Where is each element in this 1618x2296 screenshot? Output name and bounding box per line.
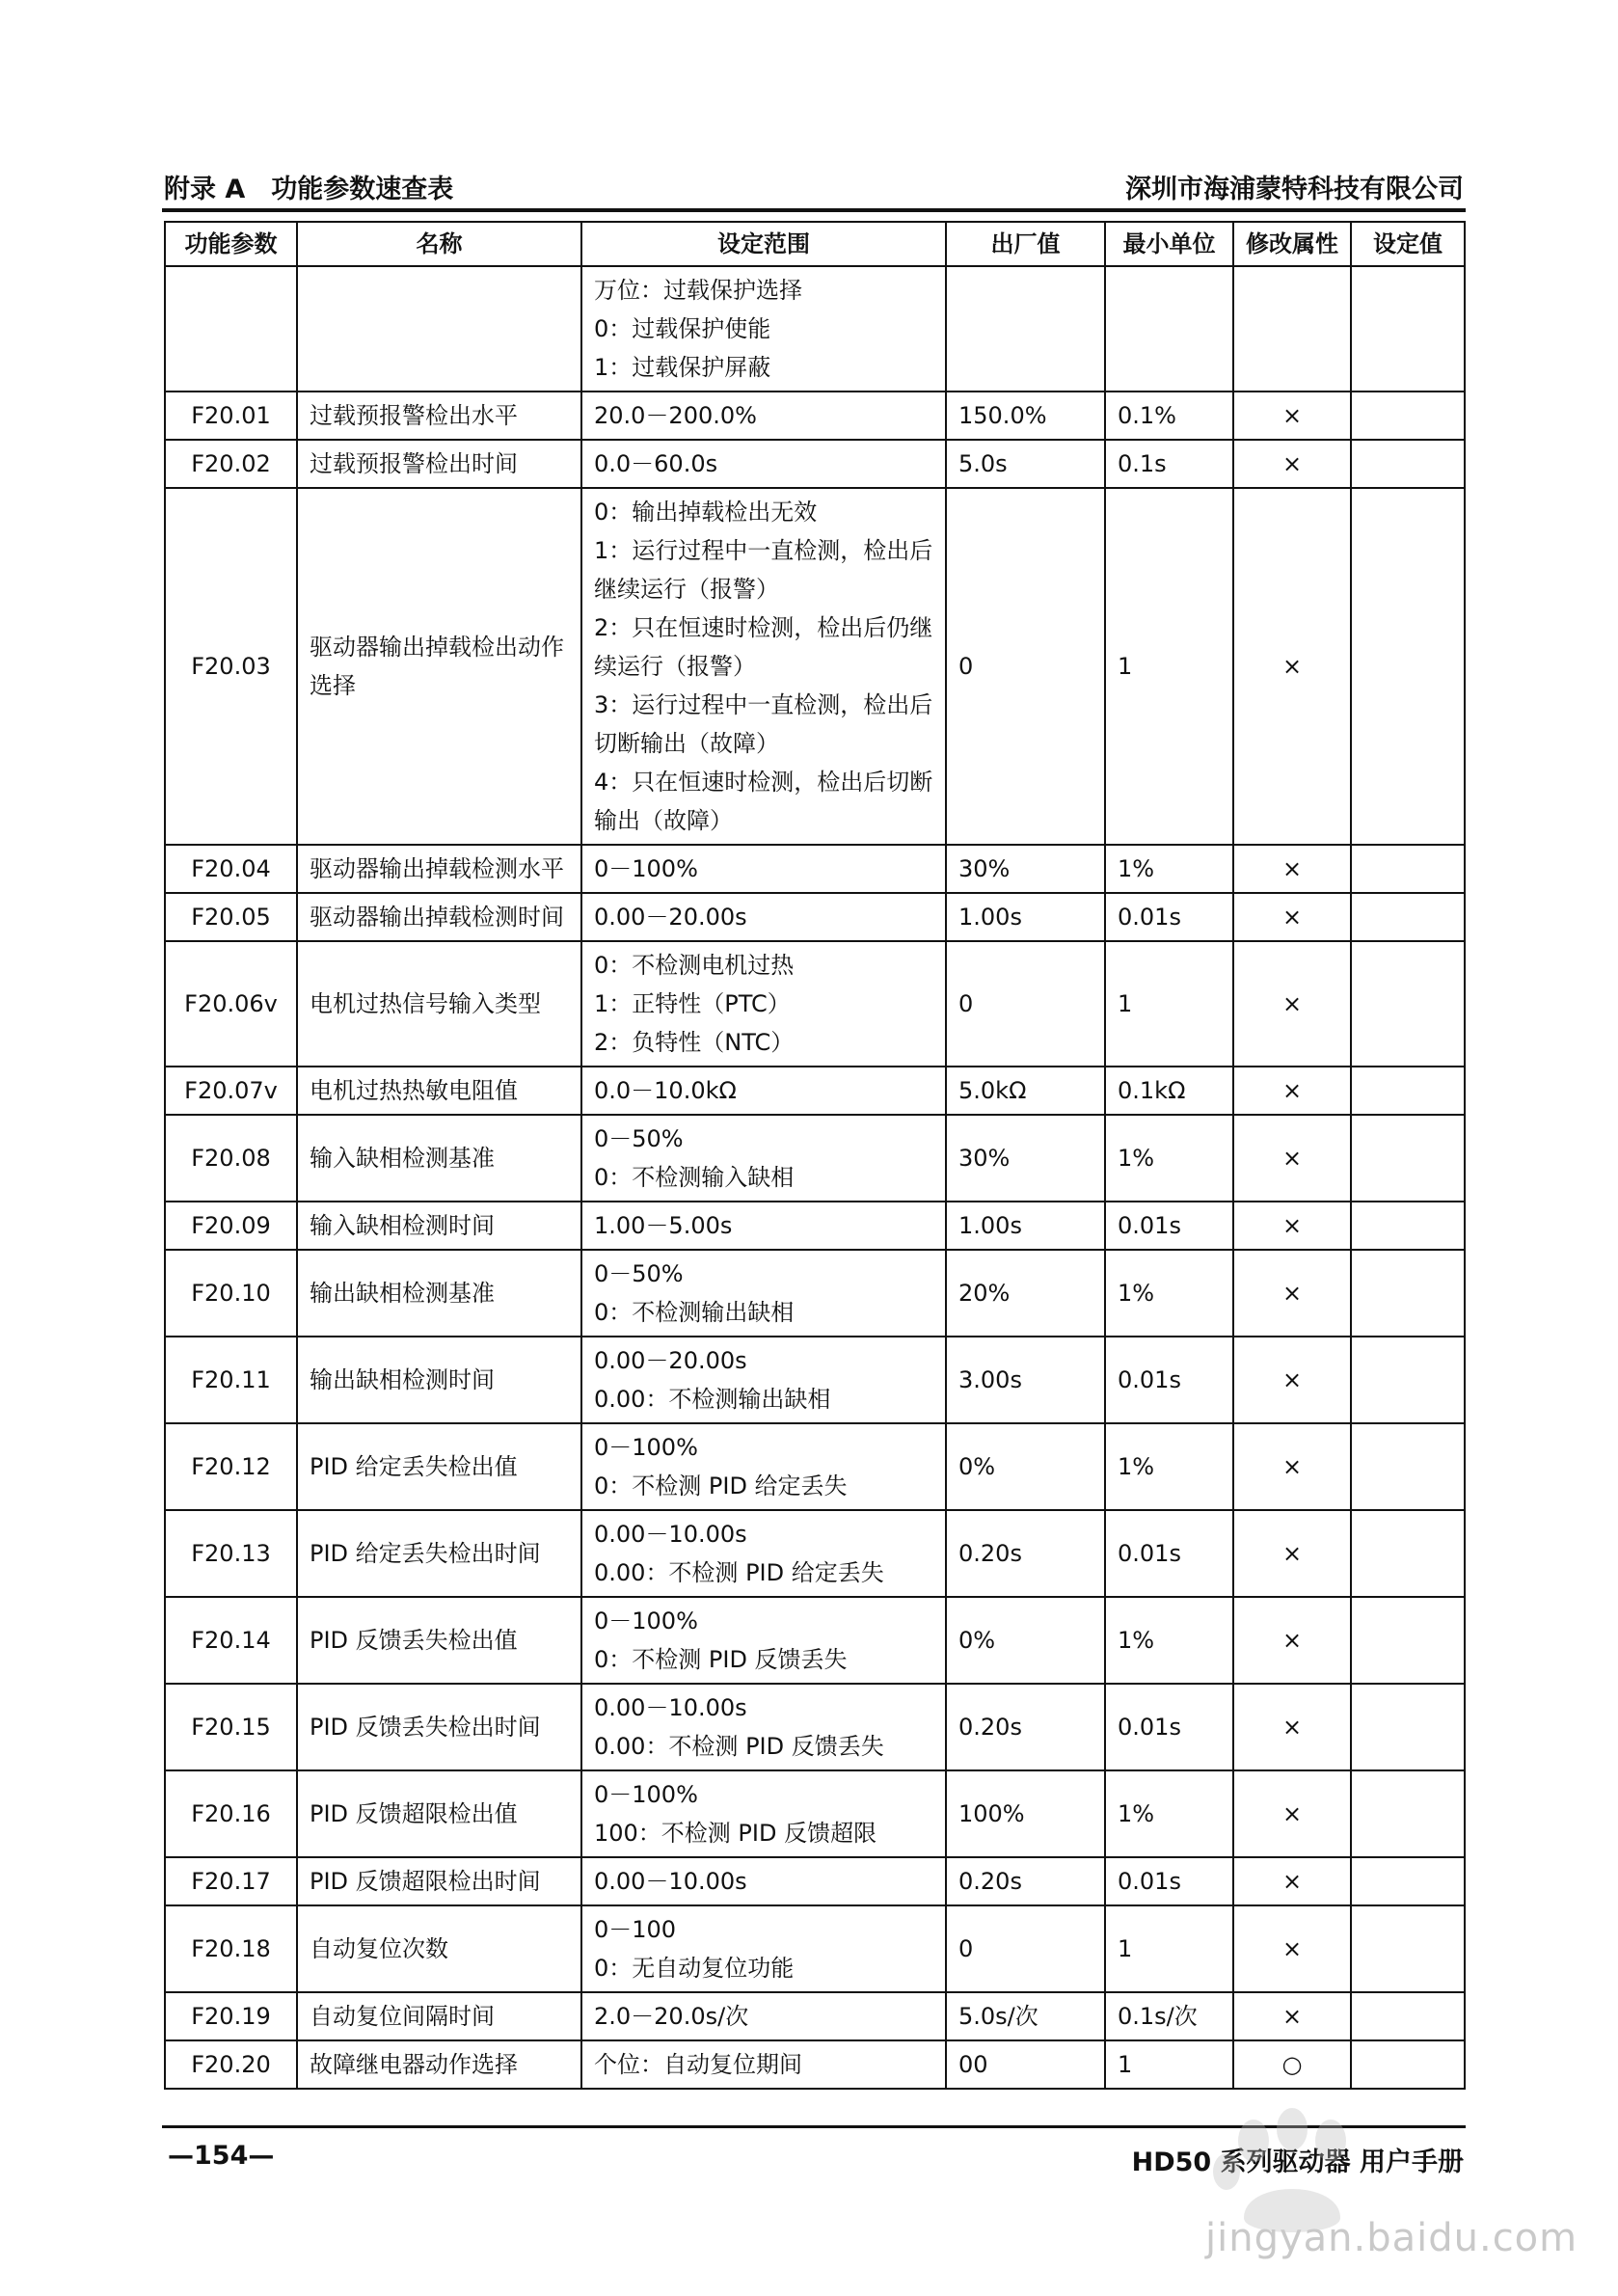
range-line: 0：不检测输出缺相 <box>594 1299 795 1326</box>
cell-range <box>581 2040 946 2089</box>
cell-code: F20.09 <box>165 1202 297 1250</box>
range-line: 20.0－200.0% <box>594 402 757 429</box>
range-line: 0.00：不检测 PID 给定丢失 <box>594 1559 884 1586</box>
cell-range <box>581 1115 946 1202</box>
range-line: 0－100% <box>594 1781 698 1808</box>
range-line: 0.00：不检测 PID 反馈丢失 <box>594 1733 884 1760</box>
range-line: 0：不检测电机过热 <box>594 952 795 979</box>
cell-value <box>1351 1202 1465 1250</box>
col-header-value: 设定值 <box>1351 222 1465 266</box>
cell-range <box>581 440 946 488</box>
cell-default: 1.00s <box>946 893 1105 941</box>
cell-name: 过载预报警检出时间 <box>297 440 581 488</box>
range-line: 0－100% <box>594 855 698 882</box>
range-line: 1：正特性（PTC） <box>594 990 791 1017</box>
cell-attr: × <box>1233 1597 1351 1684</box>
table-row <box>165 1337 1465 1423</box>
cell-name: 输出缺相检测基准 <box>297 1250 581 1337</box>
range-line: 万位：过载保护选择 <box>594 277 802 304</box>
cell-unit: 0.01s <box>1105 1510 1233 1597</box>
col-header-default: 出厂值 <box>946 222 1105 266</box>
range-line: 4：只在恒速时检测，检出后切断输出（故障） <box>594 769 933 834</box>
range-line: 1：运行过程中一直检测，检出后继续运行（报警） <box>594 537 933 603</box>
cell-code: F20.03 <box>165 488 297 845</box>
cell-value <box>1351 1857 1465 1905</box>
cell-range <box>581 1510 946 1597</box>
cell-value <box>1351 1067 1465 1115</box>
table-row <box>165 941 1465 1067</box>
table-row <box>165 1115 1465 1202</box>
cell-value <box>1351 845 1465 893</box>
cell-name: 过载预报警检出水平 <box>297 392 581 440</box>
cell-default: 5.0s/次 <box>946 1992 1105 2040</box>
cell-unit: 0.1s <box>1105 440 1233 488</box>
cell-attr: ○ <box>1233 2040 1351 2089</box>
table-row <box>165 1684 1465 1770</box>
cell-attr: × <box>1233 440 1351 488</box>
cell-code: F20.14 <box>165 1597 297 1684</box>
cell-range <box>581 845 946 893</box>
cell-code <box>165 266 297 392</box>
cell-value <box>1351 440 1465 488</box>
cell-attr: × <box>1233 488 1351 845</box>
cell-attr: × <box>1233 1510 1351 1597</box>
cell-value <box>1351 1597 1465 1684</box>
cell-value <box>1351 2040 1465 2089</box>
range-line: 0.00－10.00s <box>594 1868 747 1895</box>
cell-unit: 1 <box>1105 2040 1233 2089</box>
cell-name: PID 反馈丢失检出时间 <box>297 1684 581 1770</box>
cell-value <box>1351 1337 1465 1423</box>
cell-unit: 0.01s <box>1105 1857 1233 1905</box>
cell-code: F20.02 <box>165 440 297 488</box>
range-line: 0－50% <box>594 1125 684 1152</box>
table-header-row <box>165 222 1465 266</box>
parameter-table <box>164 221 1466 2090</box>
cell-code: F20.06v <box>165 941 297 1067</box>
range-line: 0.0－10.0kΩ <box>594 1077 737 1104</box>
cell-range <box>581 392 946 440</box>
cell-attr: × <box>1233 893 1351 941</box>
cell-range <box>581 1684 946 1770</box>
cell-name: PID 反馈超限检出时间 <box>297 1857 581 1905</box>
cell-attr <box>1233 266 1351 392</box>
range-line: 0－50% <box>594 1260 684 1287</box>
header-rule <box>162 208 1466 212</box>
table-row <box>165 1067 1465 1115</box>
cell-default: 0% <box>946 1597 1105 1684</box>
cell-code: F20.12 <box>165 1423 297 1510</box>
cell-range <box>581 266 946 392</box>
cell-unit: 1% <box>1105 845 1233 893</box>
cell-unit: 1% <box>1105 1423 1233 1510</box>
cell-name: 电机过热热敏电阻值 <box>297 1067 581 1115</box>
range-line: 0.00－20.00s <box>594 1347 747 1374</box>
range-line: 0：无自动复位功能 <box>594 1955 795 1982</box>
cell-value <box>1351 1115 1465 1202</box>
cell-value <box>1351 1905 1465 1992</box>
cell-name: 输入缺相检测基准 <box>297 1115 581 1202</box>
col-header-attr: 修改属性 <box>1233 222 1351 266</box>
range-line: 0.00－10.00s <box>594 1694 747 1721</box>
range-line: 2.0－20.0s/次 <box>594 2003 749 2030</box>
cell-unit: 1 <box>1105 488 1233 845</box>
table-row <box>165 1770 1465 1857</box>
range-line: 个位：自动复位期间 <box>594 2051 802 2078</box>
cell-unit: 0.01s <box>1105 1202 1233 1250</box>
table-row <box>165 893 1465 941</box>
cell-unit <box>1105 266 1233 392</box>
cell-range <box>581 1857 946 1905</box>
cell-range <box>581 1250 946 1337</box>
cell-name: 故障继电器动作选择 <box>297 2040 581 2089</box>
cell-attr: × <box>1233 845 1351 893</box>
cell-attr: × <box>1233 1115 1351 1202</box>
cell-range <box>581 1337 946 1423</box>
cell-unit: 0.01s <box>1105 1684 1233 1770</box>
cell-name: 自动复位间隔时间 <box>297 1992 581 2040</box>
table-row <box>165 1250 1465 1337</box>
table-row <box>165 1510 1465 1597</box>
cell-code: F20.16 <box>165 1770 297 1857</box>
cell-default: 150.0% <box>946 392 1105 440</box>
cell-name: 自动复位次数 <box>297 1905 581 1992</box>
table-row <box>165 845 1465 893</box>
table-row <box>165 2040 1465 2089</box>
cell-unit: 0.01s <box>1105 893 1233 941</box>
table-row <box>165 488 1465 845</box>
cell-default <box>946 266 1105 392</box>
cell-default: 30% <box>946 845 1105 893</box>
table-row <box>165 266 1465 392</box>
watermark-text: jingyan.baidu.com <box>1205 2216 1578 2260</box>
range-line: 1.00－5.00s <box>594 1212 733 1239</box>
range-line: 2：负特性（NTC） <box>594 1029 795 1056</box>
cell-unit: 1% <box>1105 1250 1233 1337</box>
cell-name: PID 给定丢失检出值 <box>297 1423 581 1510</box>
cell-unit: 0.1kΩ <box>1105 1067 1233 1115</box>
cell-attr: × <box>1233 1684 1351 1770</box>
cell-unit: 0.1s/次 <box>1105 1992 1233 2040</box>
cell-range <box>581 1905 946 1992</box>
cell-default: 0.20s <box>946 1857 1105 1905</box>
col-header-unit: 最小单位 <box>1105 222 1233 266</box>
cell-code: F20.13 <box>165 1510 297 1597</box>
range-line: 0：过载保护使能 <box>594 315 771 342</box>
cell-value <box>1351 1992 1465 2040</box>
cell-attr: × <box>1233 941 1351 1067</box>
col-header-range: 设定范围 <box>581 222 946 266</box>
cell-code: F20.05 <box>165 893 297 941</box>
cell-range <box>581 488 946 845</box>
cell-default: 20% <box>946 1250 1105 1337</box>
cell-unit: 1% <box>1105 1770 1233 1857</box>
range-line: 2：只在恒速时检测，检出后仍继续运行（报警） <box>594 614 933 680</box>
cell-range <box>581 941 946 1067</box>
range-line: 0.0－60.0s <box>594 450 718 477</box>
range-line: 1：过载保护屏蔽 <box>594 354 771 381</box>
range-line: 0.00－10.00s <box>594 1521 747 1548</box>
cell-value <box>1351 1250 1465 1337</box>
cell-attr: × <box>1233 1857 1351 1905</box>
cell-unit: 1 <box>1105 941 1233 1067</box>
cell-attr: × <box>1233 1770 1351 1857</box>
table-row <box>165 1857 1465 1905</box>
cell-range <box>581 1597 946 1684</box>
cell-range <box>581 893 946 941</box>
cell-default: 0 <box>946 1905 1105 1992</box>
range-line: 100：不检测 PID 反馈超限 <box>594 1820 877 1847</box>
cell-range <box>581 1992 946 2040</box>
cell-default: 0.20s <box>946 1510 1105 1597</box>
range-line: 0.00：不检测输出缺相 <box>594 1386 831 1413</box>
cell-default: 5.0s <box>946 440 1105 488</box>
page-number: —154— <box>168 2141 275 2171</box>
table-row <box>165 1597 1465 1684</box>
table-row <box>165 1905 1465 1992</box>
cell-code: F20.08 <box>165 1115 297 1202</box>
cell-range <box>581 1067 946 1115</box>
cell-value <box>1351 1684 1465 1770</box>
col-header-name: 名称 <box>297 222 581 266</box>
cell-unit: 1% <box>1105 1597 1233 1684</box>
cell-unit: 0.1% <box>1105 392 1233 440</box>
cell-code: F20.15 <box>165 1684 297 1770</box>
cell-value <box>1351 941 1465 1067</box>
cell-name: 驱动器输出掉载检测水平 <box>297 845 581 893</box>
range-line: 3：运行过程中一直检测，检出后切断输出（故障） <box>594 691 933 757</box>
cell-name: PID 反馈丢失检出值 <box>297 1597 581 1684</box>
cell-value <box>1351 1770 1465 1857</box>
cell-range <box>581 1202 946 1250</box>
cell-range <box>581 1770 946 1857</box>
cell-unit: 1 <box>1105 1905 1233 1992</box>
cell-code: F20.10 <box>165 1250 297 1337</box>
cell-default: 5.0kΩ <box>946 1067 1105 1115</box>
cell-attr: × <box>1233 1423 1351 1510</box>
cell-range <box>581 1423 946 1510</box>
cell-unit: 0.01s <box>1105 1337 1233 1423</box>
cell-code: F20.01 <box>165 392 297 440</box>
cell-code: F20.04 <box>165 845 297 893</box>
cell-code: F20.11 <box>165 1337 297 1423</box>
range-line: 0.00－20.00s <box>594 904 747 931</box>
cell-name: PID 给定丢失检出时间 <box>297 1510 581 1597</box>
range-line: 0－100% <box>594 1434 698 1461</box>
cell-name: 输出缺相检测时间 <box>297 1337 581 1423</box>
cell-attr: × <box>1233 1905 1351 1992</box>
cell-default: 100% <box>946 1770 1105 1857</box>
range-line: 0－100% <box>594 1607 698 1634</box>
cell-default: 30% <box>946 1115 1105 1202</box>
col-header-code: 功能参数 <box>165 222 297 266</box>
cell-code: F20.18 <box>165 1905 297 1992</box>
cell-attr: × <box>1233 1337 1351 1423</box>
cell-name <box>297 266 581 392</box>
cell-value <box>1351 266 1465 392</box>
cell-attr: × <box>1233 1202 1351 1250</box>
cell-attr: × <box>1233 1250 1351 1337</box>
range-line: 0－100 <box>594 1916 677 1943</box>
cell-code: F20.20 <box>165 2040 297 2089</box>
header-section-title: 附录 A 功能参数速查表 <box>164 175 454 204</box>
cell-name: 输入缺相检测时间 <box>297 1202 581 1250</box>
table-row <box>165 1992 1465 2040</box>
range-line: 0：不检测 PID 反馈丢失 <box>594 1646 848 1673</box>
cell-default: 00 <box>946 2040 1105 2089</box>
range-line: 0：不检测输入缺相 <box>594 1164 795 1191</box>
cell-default: 0 <box>946 488 1105 845</box>
table-body <box>165 266 1465 2089</box>
cell-name: PID 反馈超限检出值 <box>297 1770 581 1857</box>
cell-code: F20.07v <box>165 1067 297 1115</box>
cell-name: 驱动器输出掉载检出动作选择 <box>297 488 581 845</box>
header-company-name: 深圳市海浦蒙特科技有限公司 <box>1125 175 1464 204</box>
range-line: 0：输出掉载检出无效 <box>594 499 818 526</box>
cell-default: 0.20s <box>946 1684 1105 1770</box>
range-line: 0：不检测 PID 给定丢失 <box>594 1472 848 1499</box>
cell-unit: 1% <box>1105 1115 1233 1202</box>
cell-attr: × <box>1233 392 1351 440</box>
cell-default: 1.00s <box>946 1202 1105 1250</box>
cell-value <box>1351 1423 1465 1510</box>
cell-code: F20.19 <box>165 1992 297 2040</box>
cell-default: 0 <box>946 941 1105 1067</box>
cell-name: 驱动器输出掉载检测时间 <box>297 893 581 941</box>
cell-code: F20.17 <box>165 1857 297 1905</box>
table-row <box>165 1423 1465 1510</box>
table-row <box>165 392 1465 440</box>
cell-value <box>1351 893 1465 941</box>
table-row <box>165 1202 1465 1250</box>
cell-default: 0% <box>946 1423 1105 1510</box>
cell-name: 电机过热信号输入类型 <box>297 941 581 1067</box>
cell-attr: × <box>1233 1992 1351 2040</box>
cell-value <box>1351 1510 1465 1597</box>
cell-default: 3.00s <box>946 1337 1105 1423</box>
footer-manual-title: HD50 系列驱动器 用户手册 <box>1131 2147 1464 2177</box>
cell-attr: × <box>1233 1067 1351 1115</box>
table-row <box>165 440 1465 488</box>
cell-value <box>1351 488 1465 845</box>
cell-value <box>1351 392 1465 440</box>
